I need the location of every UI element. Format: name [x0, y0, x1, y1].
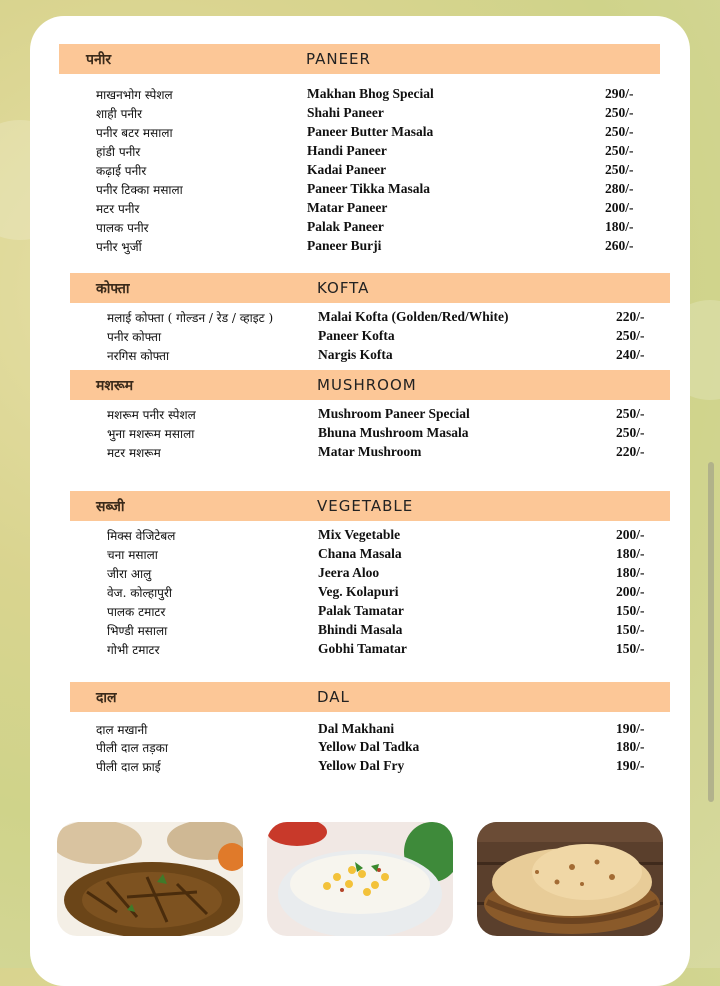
item-price: 150/-: [616, 641, 645, 656]
menu-item: [30, 309, 690, 328]
item-name-hindi: वेज. कोल्हापुरी: [107, 586, 173, 600]
menu-item: [30, 86, 690, 105]
item-name-english: Yellow Dal Fry: [318, 758, 405, 773]
item-price: 220/-: [616, 309, 645, 324]
item-price: 280/-: [605, 181, 634, 196]
menu-item: [30, 200, 690, 219]
item-name-english: Shahi Paneer: [307, 105, 384, 120]
item-price: 250/-: [616, 406, 645, 421]
item-name-hindi: पनीर भुर्जी: [96, 240, 142, 254]
item-price: 290/-: [605, 86, 634, 101]
menu-item: [30, 758, 690, 777]
item-price: 180/-: [616, 546, 645, 561]
item-price: 190/-: [616, 721, 645, 736]
item-price: 220/-: [616, 444, 645, 459]
section-title-english: MUSHROOM: [317, 376, 417, 394]
menu-item: [30, 565, 690, 584]
item-name-english: Palak Paneer: [307, 219, 384, 234]
item-name-hindi: जीरा आलु: [107, 567, 152, 581]
item-price: 190/-: [616, 758, 645, 773]
item-name-hindi: कढ़ाई पनीर: [96, 164, 147, 178]
item-name-english: Paneer Burji: [307, 238, 382, 253]
section-title-hindi: सब्जी: [96, 499, 125, 515]
item-name-hindi: मटर मशरूम: [107, 446, 161, 460]
item-name-english: Paneer Butter Masala: [307, 124, 434, 139]
menu-item: [30, 328, 690, 347]
item-name-english: Veg. Kolapuri: [318, 584, 399, 599]
item-name-english: Matar Paneer: [307, 200, 388, 215]
section-header-vegetable: [70, 491, 670, 521]
menu-item: [30, 181, 690, 200]
item-price: 250/-: [616, 425, 645, 440]
item-name-english: Bhindi Masala: [318, 622, 403, 637]
item-name-hindi: पीली दाल फ्राई: [96, 760, 161, 774]
item-name-hindi: पीली दाल तड़का: [96, 741, 168, 755]
section-header-kofta: [70, 273, 670, 303]
menu-item: [30, 105, 690, 124]
section-title-english: KOFTA: [317, 279, 370, 297]
item-name-hindi: दाल मखानी: [96, 723, 148, 737]
item-name-english: Chana Masala: [318, 546, 402, 561]
menu-item: [30, 347, 690, 366]
item-price: 180/-: [616, 739, 645, 754]
item-name-english: Yellow Dal Tadka: [318, 739, 420, 754]
item-name-hindi: हांडी पनीर: [96, 145, 141, 159]
item-price: 240/-: [616, 347, 645, 362]
menu-item: [30, 162, 690, 181]
menu-item: [30, 444, 690, 463]
item-name-english: Mushroom Paneer Special: [318, 406, 470, 421]
item-name-hindi: नरगिस कोफ्ता: [107, 349, 170, 363]
item-name-english: Jeera Aloo: [318, 565, 380, 580]
item-name-hindi: पनीर कोफ्ता: [107, 330, 162, 344]
item-name-english: Mix Vegetable: [318, 527, 401, 542]
item-name-hindi: चना मसाला: [107, 548, 158, 562]
menu-item: [30, 546, 690, 565]
item-name-english: Matar Mushroom: [318, 444, 422, 459]
item-name-english: Nargis Kofta: [318, 347, 393, 362]
section-header-dal: [70, 682, 670, 712]
section-title-english: VEGETABLE: [317, 497, 414, 515]
menu-item: [30, 622, 690, 641]
item-name-hindi: भिण्डी मसाला: [107, 624, 168, 638]
section-title-hindi: पनीर: [86, 52, 112, 68]
menu-item: [30, 641, 690, 660]
item-price: 250/-: [605, 105, 634, 120]
item-name-hindi: मिक्स वेजिटेबल: [107, 529, 176, 543]
menu-item: [30, 527, 690, 546]
item-name-hindi: गोभी टमाटर: [107, 643, 160, 657]
item-name-hindi: मलाई कोफ्ता ( गोल्डन / रेड / व्हाइट ): [107, 311, 274, 325]
menu-item: [30, 238, 690, 257]
item-name-hindi: भुना मशरूम मसाला: [107, 427, 195, 441]
food-photo-raita: [267, 822, 453, 936]
item-price: 250/-: [616, 328, 645, 343]
item-price: 250/-: [605, 162, 634, 177]
item-name-hindi: पालक टमाटर: [107, 605, 166, 619]
section-title-hindi: कोफ्ता: [96, 281, 130, 297]
item-name-english: Kadai Paneer: [307, 162, 387, 177]
section-header-paneer: [59, 44, 660, 74]
item-name-english: Paneer Kofta: [318, 328, 395, 343]
item-name-hindi: पनीर बटर मसाला: [96, 126, 173, 140]
menu-item: [30, 425, 690, 444]
item-name-english: Handi Paneer: [307, 143, 387, 158]
item-name-hindi: माखनभोग स्पेशल: [96, 88, 173, 102]
item-name-english: Gobhi Tamatar: [318, 641, 407, 656]
food-photo-rotis: [477, 822, 663, 936]
item-price: 260/-: [605, 238, 634, 253]
section-header-mushroom: [70, 370, 670, 400]
menu-item: [30, 219, 690, 238]
item-name-english: Malai Kofta (Golden/Red/White): [318, 309, 509, 324]
item-price: 150/-: [616, 622, 645, 637]
menu-item: [30, 721, 690, 740]
menu-item: [30, 143, 690, 162]
menu-item: [30, 406, 690, 425]
item-name-hindi: पनीर टिक्का मसाला: [96, 183, 183, 197]
item-price: 200/-: [616, 584, 645, 599]
scrollbar[interactable]: [708, 462, 714, 802]
section-title-hindi: मशरूम: [96, 378, 134, 394]
item-name-english: Palak Tamatar: [318, 603, 404, 618]
item-price: 180/-: [616, 565, 645, 580]
item-price: 200/-: [616, 527, 645, 542]
item-name-english: Paneer Tikka Masala: [307, 181, 431, 196]
menu-item: [30, 584, 690, 603]
section-title-english: PANEER: [306, 50, 371, 68]
food-photo-keema: [57, 822, 243, 936]
menu-item: [30, 124, 690, 143]
section-title-hindi: दाल: [96, 690, 117, 706]
item-name-hindi: मटर पनीर: [96, 202, 140, 216]
item-name-hindi: मशरूम पनीर स्पेशल: [107, 408, 196, 422]
item-price: 150/-: [616, 603, 645, 618]
menu-item: [30, 739, 690, 758]
item-name-english: Makhan Bhog Special: [307, 86, 434, 101]
item-name-english: Bhuna Mushroom Masala: [318, 425, 469, 440]
item-name-english: Dal Makhani: [318, 721, 395, 736]
item-name-hindi: शाही पनीर: [96, 107, 143, 121]
menu-item: [30, 603, 690, 622]
section-title-english: DAL: [317, 688, 350, 706]
item-name-hindi: पालक पनीर: [96, 221, 149, 235]
item-price: 250/-: [605, 143, 634, 158]
item-price: 250/-: [605, 124, 634, 139]
item-price: 200/-: [605, 200, 634, 215]
item-price: 180/-: [605, 219, 634, 234]
